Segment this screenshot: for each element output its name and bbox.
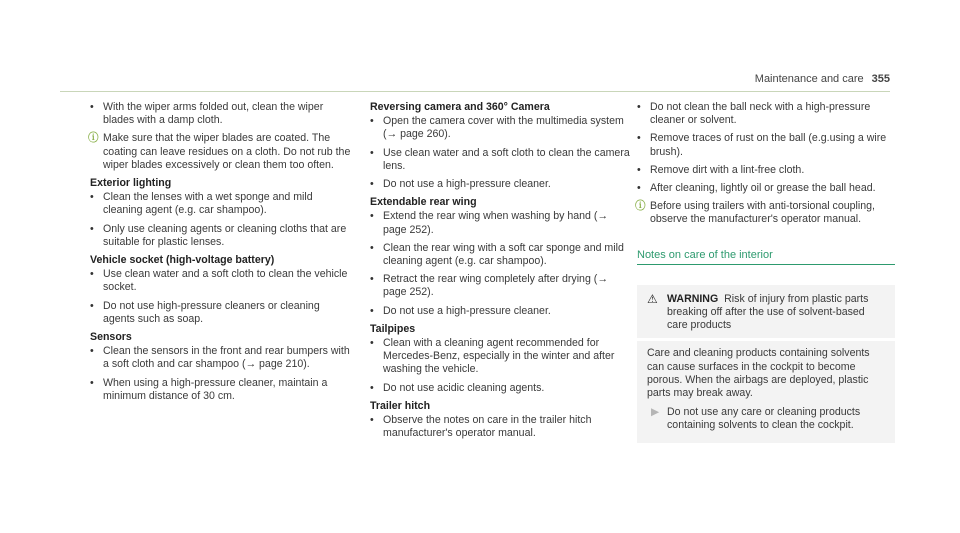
- running-header: [755, 73, 890, 86]
- heading-trailer-hitch: Trailer hitch: [370, 399, 431, 412]
- warning-action: [647, 406, 885, 432]
- warning-body: Care and cleaning products containing solvents can cause surfaces in the cockpit to become porous. When the airbags are deployed, plastic parts may break away.: [647, 347, 870, 400]
- list-item: • Open the camera cover with the multimedia system (→ page 260).: [370, 115, 632, 141]
- warning-header: [647, 293, 885, 333]
- list-item: • Do not use a high-pressure cleaner.: [370, 305, 632, 318]
- warning-divider: [637, 338, 895, 341]
- column-left: [90, 101, 352, 408]
- list-item: • Do not clean the ball neck with a high-pressure cleaner or solvent.: [637, 101, 895, 127]
- info-note: [637, 200, 895, 226]
- info-note: [90, 132, 352, 172]
- list-item: • With the wiper arms folded out, clean the wiper blades with a damp cloth.: [90, 101, 352, 127]
- list-item: • Remove traces of rust on the ball (e.g.using a wire brush).: [637, 132, 895, 158]
- heading-tailpipes: Tailpipes: [370, 322, 416, 335]
- heading-sensors: Sensors: [90, 331, 132, 344]
- list-item: • Retract the rear wing completely after drying (→ page 252).: [370, 273, 632, 299]
- page-number: 355: [871, 73, 890, 85]
- heading-exterior-lighting: Exterior lighting: [90, 177, 172, 190]
- section-name: Maintenance and care: [754, 73, 864, 85]
- note-text: Make sure that the wiper blades are coated. The coating can leave residues on a cloth. Do not rub the wiper blades excessively or clean them too often.: [103, 132, 351, 171]
- list-item: • Only use cleaning agents or cleaning cloths that are suitable for plastic lenses.: [90, 223, 352, 249]
- list-item: • Use clean water and a soft cloth to clean the vehicle socket.: [90, 268, 352, 294]
- list-item: • Clean the sensors in the front and rear bumpers with a soft cloth and car shampoo (→ page 210).: [90, 345, 352, 371]
- warning-triangle-icon: ⚠: [647, 291, 658, 306]
- list-item: • Do not use acidic cleaning agents.: [370, 382, 632, 395]
- list-item: • Observe the notes on care in the trailer hitch manufacturer's operator manual.: [370, 414, 632, 440]
- list-item: • When using a high-pressure cleaner, maintain a minimum distance of 30 cm.: [90, 377, 352, 403]
- info-icon: ⓘ: [88, 132, 99, 145]
- heading-rear-wing: Extendable rear wing: [370, 196, 477, 209]
- list-item: • Clean the rear wing with a soft car sponge and mild cleaning agent (e.g. car shampoo).: [370, 242, 632, 268]
- column-right: [637, 101, 895, 443]
- note-text: Before using trailers with anti-torsional coupling, observe the manufacturer's operator manual.: [650, 200, 875, 226]
- list-item: • After cleaning, lightly oil or grease the ball head.: [637, 182, 895, 195]
- info-icon: ⓘ: [635, 200, 646, 213]
- list-item: • Clean with a cleaning agent recommended for Mercedes-Benz, especially in the winter and after washing the vehicle.: [370, 337, 632, 377]
- play-arrow-icon: ▶: [651, 406, 660, 419]
- column-middle: [370, 101, 632, 445]
- warning-label: WARNING: [667, 292, 719, 305]
- heading-vehicle-socket: Vehicle socket (high-voltage battery): [90, 254, 275, 267]
- list-item: • Clean the lenses with a wet sponge and mild cleaning agent (e.g. car shampoo).: [90, 191, 352, 217]
- list-item: • Do not use a high-pressure cleaner.: [370, 178, 632, 191]
- header-divider: [60, 91, 890, 92]
- warning-action-text: Do not use any care or cleaning products containing solvents to clean the cockpit.: [667, 406, 861, 432]
- list-item: • Use clean water and a soft cloth to clean the camera lens.: [370, 147, 632, 173]
- section-title-interior-care: Notes on care of the interior: [637, 249, 895, 265]
- list-item: • Do not use high-pressure cleaners or cleaning agents such as soap.: [90, 300, 352, 326]
- heading-camera: Reversing camera and 360° Camera: [370, 101, 550, 113]
- warning-headline: Risk of injury from plastic parts breaking off after the use of solvent-based care products: [667, 292, 869, 332]
- list-item: • Remove dirt with a lint-free cloth.: [637, 164, 895, 177]
- warning-box: [637, 285, 895, 443]
- list-item: • Extend the rear wing when washing by hand (→ page 252).: [370, 210, 632, 236]
